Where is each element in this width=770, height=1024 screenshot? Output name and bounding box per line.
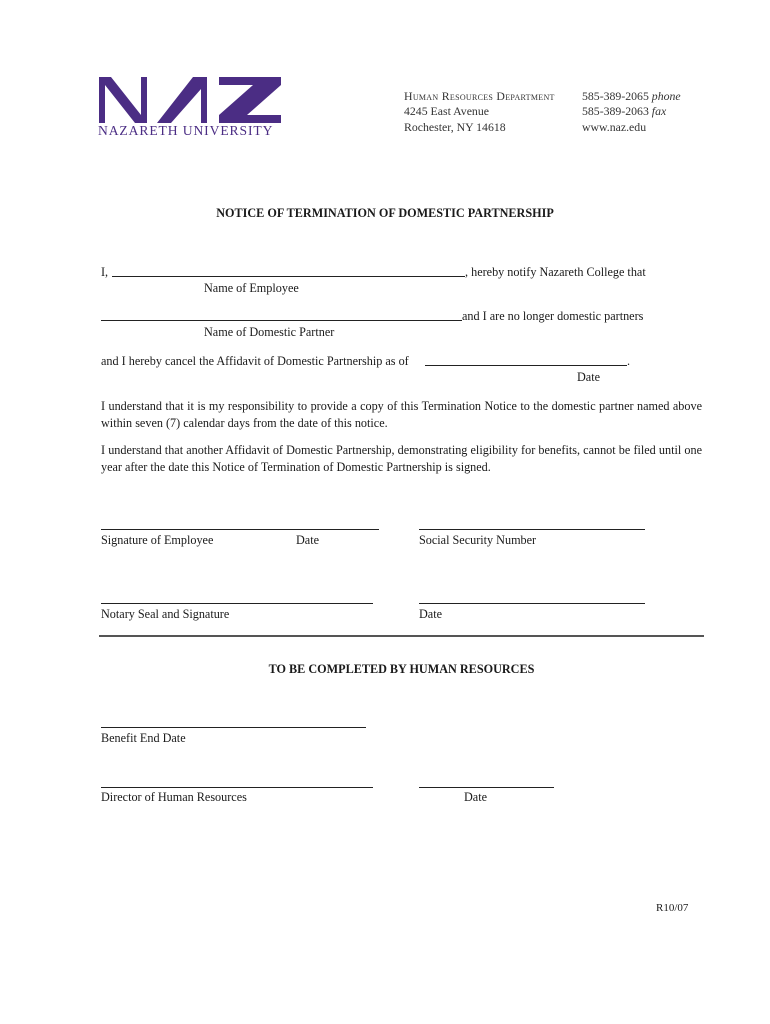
hr-section-title: TO BE COMPLETED BY HUMAN RESOURCES [268, 662, 535, 676]
signature-employee-label: Signature of Employee [101, 533, 214, 547]
line2-suffix: and I are no longer domestic partners [462, 309, 644, 323]
line3-suffix: . [627, 354, 631, 368]
department-address [404, 89, 555, 135]
ssn-field[interactable] [419, 529, 645, 530]
form-title: NOTICE OF TERMINATION OF DOMESTIC PARTNERSHIP [216, 206, 554, 220]
university-name: NAZARETH UNIVERSITY [98, 123, 274, 138]
responsibility-paragraph: I understand that it is my responsibility to provide a copy of this Termination Notice to the domestic partner named above within seven (7) calendar days from the date of this notice. [101, 399, 702, 430]
employee-signature-field[interactable] [101, 529, 379, 530]
department-name: Human Resources Department [404, 89, 555, 103]
director-date-label: Date [464, 790, 488, 804]
cancel-date-field[interactable] [425, 365, 627, 366]
director-signature-field[interactable] [101, 787, 373, 788]
city-address: Rochester, NY 14618 [404, 119, 506, 134]
employee-name-label: Name of Employee [204, 281, 299, 295]
notary-label: Notary Seal and Signature [101, 607, 230, 621]
signature-date-label: Date [296, 533, 320, 547]
benefit-end-date-field[interactable] [101, 727, 366, 728]
director-date-field[interactable] [419, 787, 554, 788]
phone-label: phone [651, 89, 681, 103]
partner-name-label: Name of Domestic Partner [204, 325, 335, 339]
partner-name-field[interactable] [101, 320, 462, 321]
employee-name-field[interactable] [112, 276, 465, 277]
fax-line [582, 104, 681, 119]
line1-suffix: , hereby notify Nazareth College that [465, 265, 646, 279]
section-divider [99, 635, 704, 637]
line3-prefix: and I hereby cancel the Affidavit of Domestic Partnership as of [101, 354, 409, 368]
benefit-end-date-label: Benefit End Date [101, 731, 186, 745]
notary-date-field[interactable] [419, 603, 645, 604]
director-label: Director of Human Resources [101, 790, 247, 804]
street-address: 4245 East Avenue [404, 104, 489, 119]
phone-number: 585-389-2065 [582, 89, 649, 103]
website: www.naz.edu [582, 119, 647, 134]
phone-line [582, 89, 681, 104]
revision-code: R10/07 [656, 902, 689, 914]
notary-signature-field[interactable] [101, 603, 373, 604]
notary-date-label: Date [419, 607, 443, 621]
contact-info [582, 89, 681, 135]
ssn-label: Social Security Number [419, 533, 537, 547]
cancel-date-label: Date [577, 370, 601, 384]
eligibility-paragraph: I understand that another Affidavit of Domestic Partnership, demonstrating eligibility for benefits, cannot be filed until one year after the date this Notice of Termination of Domestic Partnership is signed. [101, 443, 702, 474]
line1-prefix: I, [101, 265, 109, 279]
fax-label: fax [651, 104, 667, 119]
fax-number: 585-389-2063 [582, 104, 649, 119]
